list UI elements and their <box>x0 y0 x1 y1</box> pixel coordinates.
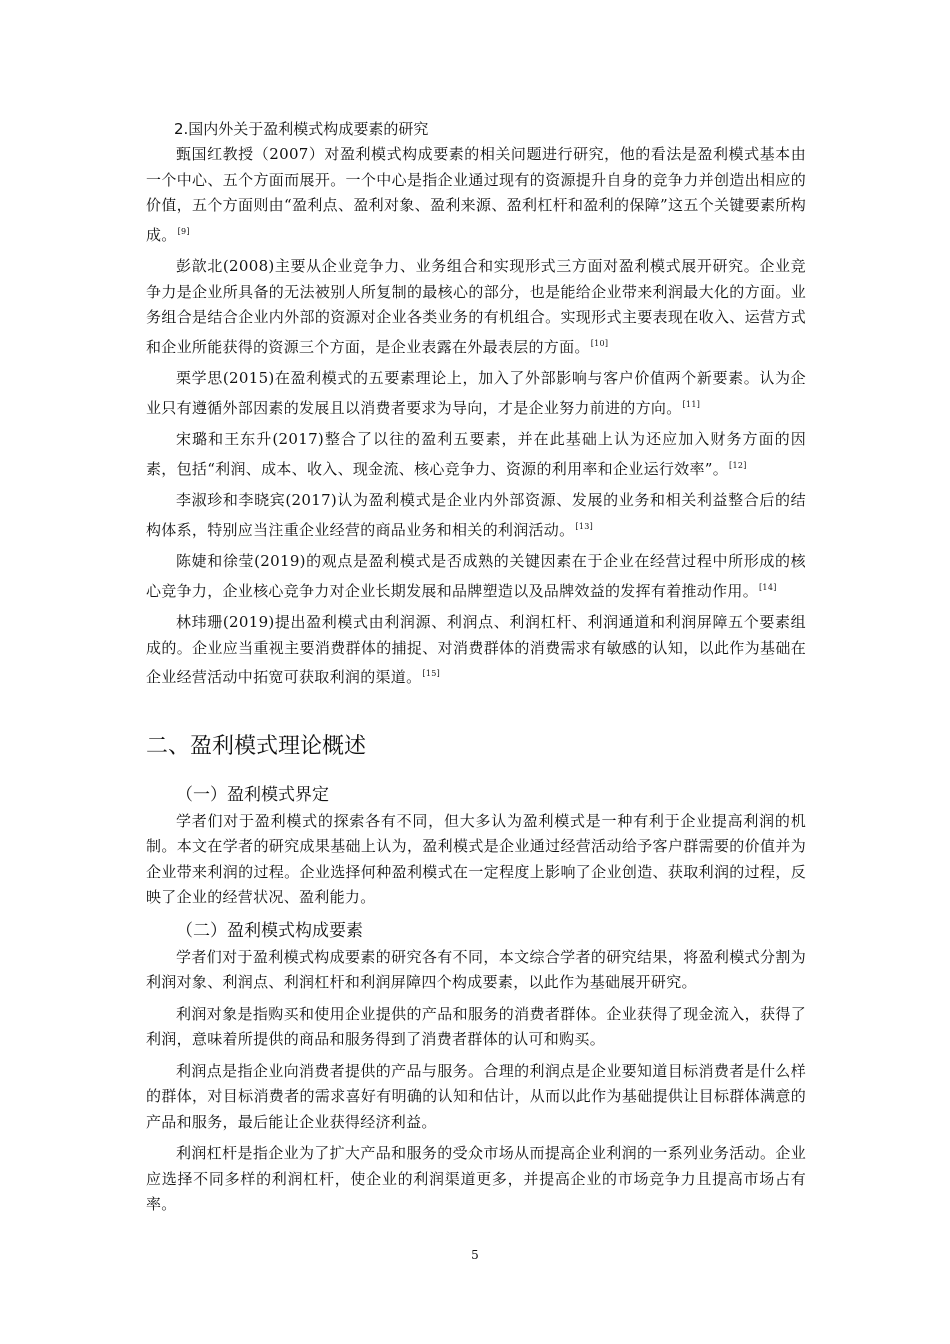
citation-ref: [13] <box>575 521 594 531</box>
paragraph-text: 宋璐和王东升(2017)整合了以往的盈利五要素，并在此基础上认为还应加入财务方面的因素，包括“利润、成本、收入、现金流、核心竞争力、资源的利用率和企业运行效率”。 <box>146 430 806 478</box>
section-paragraph: 学者们对于盈利模式构成要素的研究各有不同，本文综合学者的研究结果，将盈利模式分割为利润对象、利润点、利润杠杆和利润屏障四个构成要素，以此作为基础展开研究。 <box>146 947 806 991</box>
citation-ref: [10] <box>590 338 609 348</box>
section-paragraph: 学者们对于盈利模式的探索各有不同，但大多认为盈利模式是一种有利于企业提高利润的机制。本文在学者的研究成果基础上认为，盈利模式是企业通过经营活动给予客户群需要的价值并为企业带来利润的过程。企业选择何种盈利模式在一定程度上影响了企业创造、获取利润的过程，反映了企业的经营状况、盈利能力。 <box>146 811 806 906</box>
page-number: 5 <box>471 1248 479 1262</box>
paragraph-text: 甄国红教授（2007）对盈利模式构成要素的相关问题进行研究，他的看法是盈利模式基本由一个中心、五个方面而展开。一个中心是指企业通过现有的资源提升自身的竞争力并创造出相应的价值，五个方面则由“盈利点、盈利对象、盈利来源、盈利杠杆和盈利的保障”这五个关键要素所构成。 <box>146 145 806 244</box>
section-title-definition: （一）盈利模式界定 <box>176 784 329 805</box>
chapter-title: 二、盈利模式理论概述 <box>146 733 367 759</box>
paragraph-text: 陈婕和徐莹(2019)的观点是盈利模式是否成熟的关键因素在于企业在经营过程中所形成的核心竞争力，企业核心竞争力对企业长期发展和品牌塑造以及品牌效益的发挥有着推动作用。 <box>146 552 806 600</box>
section-title-elements: （二）盈利模式构成要素 <box>176 920 363 941</box>
page-content <box>146 116 806 1224</box>
literature-paragraph <box>146 610 806 691</box>
literature-paragraph <box>146 427 806 482</box>
literature-paragraph <box>146 549 806 604</box>
citation-ref: [9] <box>177 226 190 236</box>
literature-paragraph <box>146 488 806 543</box>
citation-ref: [11] <box>682 399 701 409</box>
citation-ref: [12] <box>729 460 747 470</box>
citation-ref: [14] <box>759 582 777 592</box>
section-paragraph: 利润对象是指购买和使用企业提供的产品和服务的消费者群体。企业获得了现金流入，获得了利润，意味着所提供的商品和服务得到了消费者群体的认可和购买。 <box>146 1004 806 1048</box>
paragraph-text: 彭歆北(2008)主要从企业竞争力、业务组合和实现形式三方面对盈利模式展开研究。企业竞争力是企业所具备的无法被别人所复制的最核心的部分，也是能给企业带来利润最大化的方面。业务组合是结合企业内外部的资源对企业各类业务的有机组合。实现形式主要表现在收入、运营方式和企业所能获得的资源三个方面，是企业表露在外最表层的方面。 <box>146 257 806 356</box>
paragraph-text: 栗学思(2015)在盈利模式的五要素理论上，加入了外部影响与客户价值两个新要素。认为企业只有遵循外部因素的发展且以消费者要求为导向，才是企业努力前进的方向。 <box>146 369 806 417</box>
literature-paragraph <box>146 254 806 360</box>
citation-ref: [15] <box>422 669 441 678</box>
subsection-title: 2.国内外关于盈利模式构成要素的研究 <box>174 120 429 138</box>
paragraph-text: 李淑珍和李晓宾(2017)认为盈利模式是企业内外部资源、发展的业务和相关利益整合后的结构体系，特别应当注重企业经营的商品业务和相关的利润活动。 <box>146 491 806 539</box>
section-paragraph: 利润点是指企业向消费者提供的产品与服务。合理的利润点是企业要知道目标消费者是什么样的群体，对目标消费者的需求喜好有明确的认知和估计，从而以此作为基础提供让目标群体满意的产品和服务，最后能让企业获得经济利益。 <box>146 1061 806 1131</box>
literature-paragraph <box>146 366 806 421</box>
paragraph-text: 林玮珊(2019)提出盈利模式由利润源、利润点、利润杠杆、利润通道和利润屏障五个要素组成的。企业应当重视主要消费群体的捕捉、对消费群体的消费需求有敏感的认知，以此作为基础在企业经营活动中拓宽可获取利润的渠道。 <box>146 613 806 686</box>
section-paragraph: 利润杠杆是指企业为了扩大产品和服务的受众市场从而提高企业利润的一系列业务活动。企业应选择不同多样的利润杠杆，使企业的利润渠道更多，并提高企业的市场竞争力且提高市场占有率。 <box>146 1144 806 1213</box>
literature-paragraph <box>146 142 806 248</box>
